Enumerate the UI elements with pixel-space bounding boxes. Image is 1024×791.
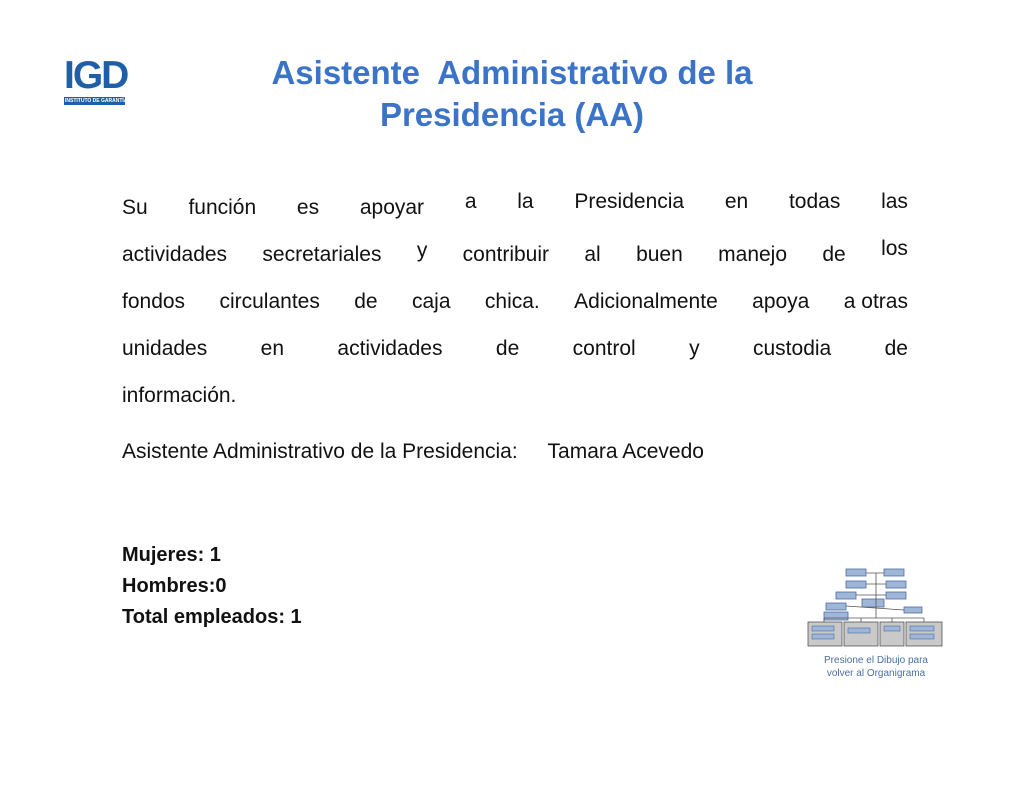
org-chart-thumbnail-link[interactable] — [806, 566, 946, 680]
description-word: todas — [788, 189, 841, 213]
description-word: actividades — [122, 242, 228, 266]
description-line-5 — [122, 372, 908, 419]
description-word: en — [724, 189, 749, 213]
assistant-role-label: Asistente Administrativo de la Presidencia: — [122, 440, 518, 463]
title-line-2: Presidencia (AA) — [379, 96, 645, 133]
description-word: y — [416, 238, 428, 262]
description-word: contribuir — [462, 242, 550, 266]
title-line-1: Asistente Administrativo de la — [271, 54, 753, 91]
assistant-line — [122, 440, 704, 464]
description-word: a — [464, 189, 477, 213]
description-word: secretariales — [262, 242, 382, 266]
women-count: Mujeres: 1 — [122, 544, 221, 566]
description-word: circulantes — [219, 289, 320, 313]
description-word: chica. — [484, 289, 540, 313]
total-count: Total empleados: 1 — [122, 606, 302, 628]
description-line-4 — [122, 325, 908, 372]
description-word: Su — [122, 195, 148, 219]
logo-letters: IGD — [64, 54, 128, 97]
description-word: buen — [636, 242, 683, 266]
org-chart-caption — [806, 654, 946, 680]
logo-subtitle: INSTITUTO DE GARANTÍA DE DEPÓSITOS — [65, 98, 167, 104]
description-word: en — [260, 336, 285, 360]
description-word: Presidencia — [574, 189, 685, 213]
description-word: de — [354, 289, 378, 313]
igd-logo — [64, 54, 167, 110]
description-line-3 — [122, 278, 908, 325]
description-word: Adicionalmente — [574, 289, 718, 313]
description-word: de — [495, 336, 520, 360]
description-word: apoya — [752, 289, 810, 313]
description-word: actividades — [337, 336, 443, 360]
assistant-name: Tamara Acevedo — [547, 440, 704, 463]
description-word: y — [689, 336, 700, 360]
description-word: apoyar — [359, 195, 425, 219]
description-word: de — [822, 242, 846, 266]
description-word: fondos — [122, 289, 186, 313]
role-description — [122, 184, 908, 419]
org-chart-icon — [806, 566, 946, 650]
description-word: información. — [122, 383, 237, 407]
description-word: unidades — [122, 336, 208, 360]
description-line-1 — [122, 184, 908, 231]
description-line-2 — [122, 231, 908, 278]
employee-counts — [122, 540, 302, 633]
description-word: de — [884, 336, 908, 360]
description-word: manejo — [718, 242, 788, 266]
description-word: custodia — [753, 336, 832, 360]
description-word: función — [188, 195, 257, 219]
description-word: es — [296, 195, 320, 219]
description-word: la — [517, 189, 534, 213]
page-title — [150, 52, 874, 136]
description-word: las — [881, 189, 908, 213]
description-word: control — [572, 336, 636, 360]
description-word: los — [881, 236, 908, 260]
men-count: Hombres:0 — [122, 575, 227, 597]
description-word: caja — [411, 289, 451, 313]
description-word: al — [584, 242, 601, 266]
caption-line-1: Presione el Dibujo para — [824, 655, 928, 666]
caption-line-2: volver al Organigrama — [826, 668, 926, 679]
description-word: a otras — [843, 289, 908, 313]
